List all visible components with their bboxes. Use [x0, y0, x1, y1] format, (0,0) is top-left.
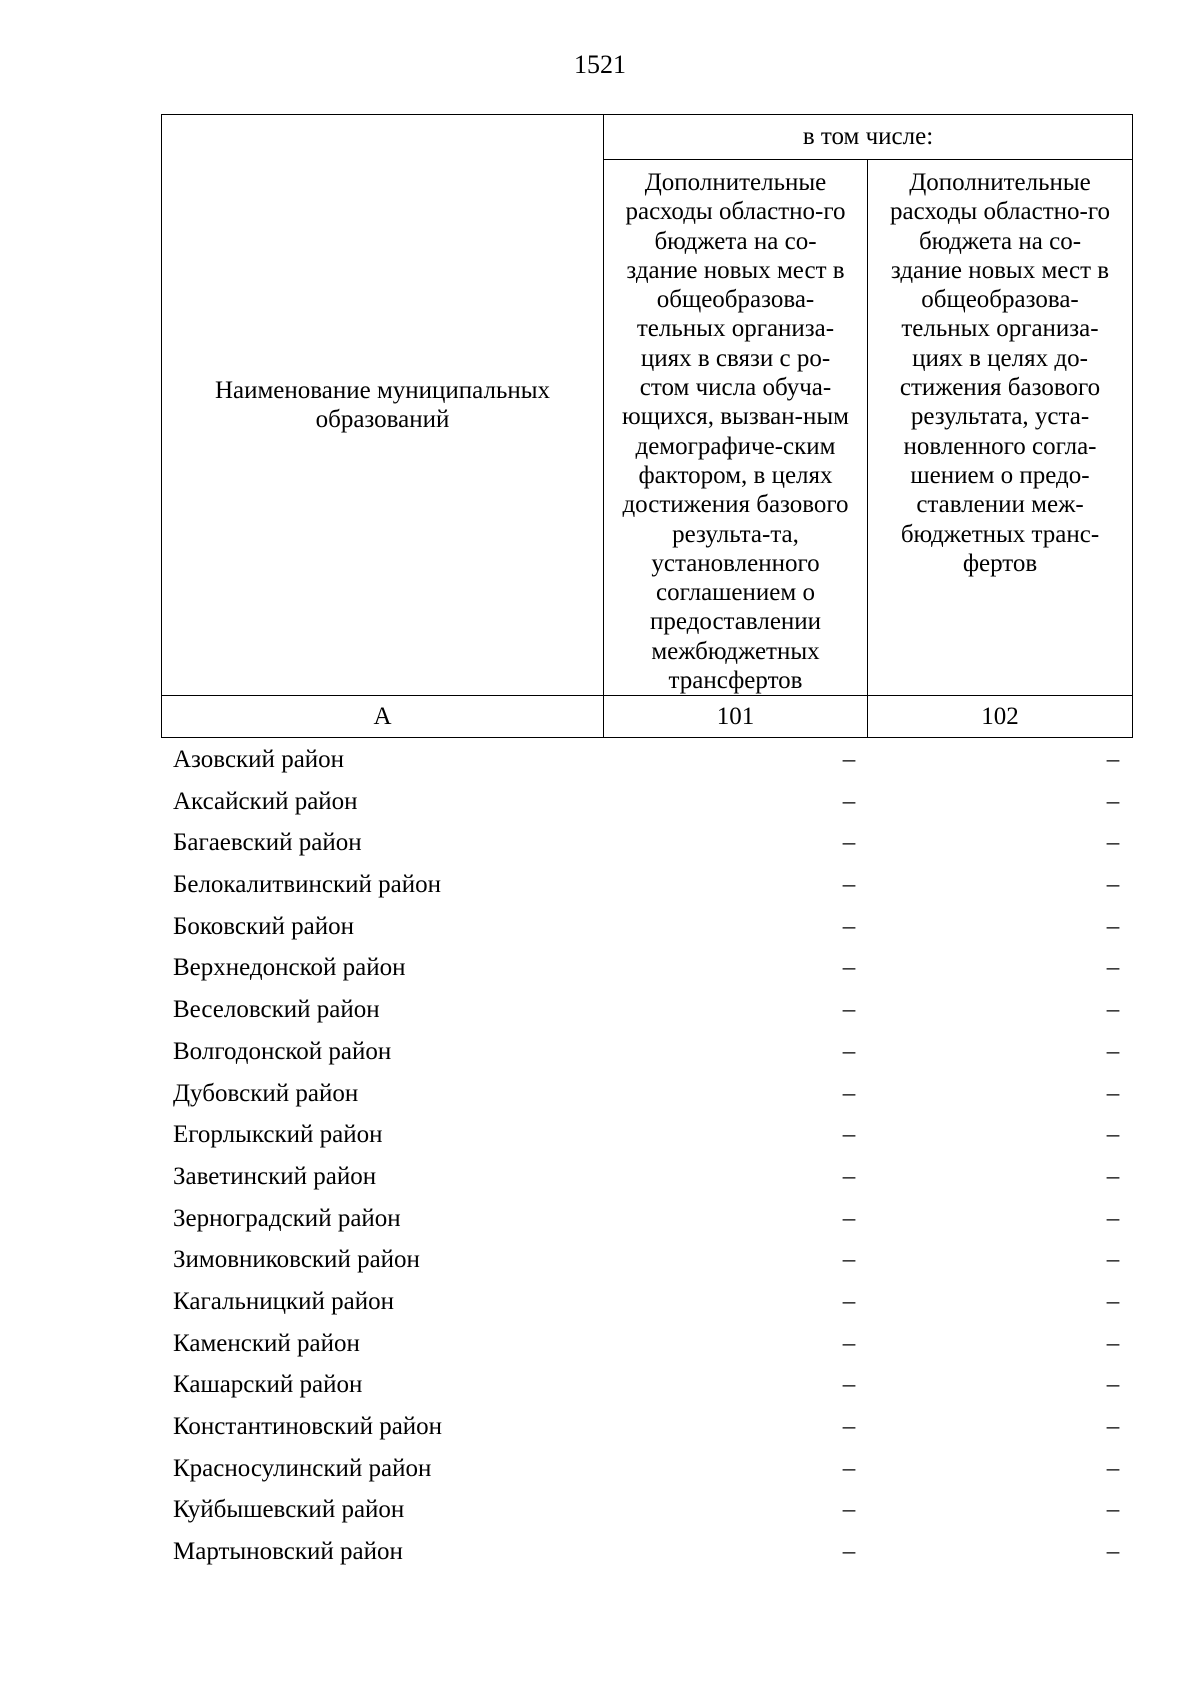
district-name: Зерноградский район: [173, 1204, 401, 1232]
district-name: Боковский район: [173, 912, 354, 940]
value-101: –: [842, 1454, 856, 1482]
value-101: –: [842, 1329, 856, 1357]
table-row: [161, 1121, 1132, 1163]
table-row: [161, 1288, 1132, 1330]
value-101: –: [842, 746, 856, 773]
value-102: –: [1106, 912, 1120, 940]
table-row: [161, 996, 1132, 1038]
value-101: –: [842, 871, 856, 899]
district-name: Волгодонской район: [173, 1037, 392, 1065]
table-row: [161, 746, 1132, 788]
district-name: Кашарский район: [173, 1371, 363, 1399]
value-101: –: [842, 1287, 856, 1315]
value-101: –: [842, 829, 856, 857]
district-name: Багаевский район: [173, 829, 362, 857]
value-101: –: [842, 954, 856, 982]
table-row: [161, 788, 1132, 830]
district-name: Белокалитвинский район: [173, 871, 441, 899]
table-row: [161, 871, 1132, 913]
district-name: Дубовский район: [173, 1079, 359, 1107]
value-101: –: [842, 1204, 856, 1232]
value-102: –: [1106, 1371, 1120, 1399]
district-name: Верхнедонской район: [173, 954, 406, 982]
district-name: Азовский район: [173, 746, 345, 773]
district-name: Веселовский район: [173, 996, 380, 1024]
value-101: –: [842, 996, 856, 1024]
header-group-label: в том числе:: [604, 115, 1133, 160]
district-name: Константиновский район: [173, 1413, 443, 1440]
table-row: [161, 1246, 1132, 1288]
value-101: –: [842, 787, 856, 815]
value-102: –: [1106, 746, 1120, 773]
header-num-101: 101: [604, 696, 868, 738]
value-101: –: [842, 1371, 856, 1399]
table-row: [161, 1413, 1132, 1455]
value-102: –: [1106, 1204, 1120, 1232]
value-102: –: [1106, 1079, 1120, 1107]
district-name: Аксайский район: [173, 787, 358, 815]
value-101: –: [842, 1538, 856, 1566]
table-row: [161, 1205, 1132, 1247]
value-102: –: [1106, 871, 1120, 899]
table-row: [161, 1455, 1132, 1497]
header-col-102-title: Дополнительные расходы областно-го бюджета на со-здание новых мест в общеобразова-тельных организа-циях в целях до-стижения базового результата, уста-новленного согла-шением о предо-ставлении меж-бюджетных транс-фертов: [868, 160, 1133, 696]
header-letter-a: А: [162, 696, 604, 738]
value-102: –: [1106, 1287, 1120, 1315]
table-row: [161, 1538, 1132, 1580]
district-name: Заветинский район: [173, 1162, 377, 1190]
table-row: [161, 1038, 1132, 1080]
value-101: –: [842, 912, 856, 940]
district-name: Зимовниковский район: [173, 1246, 420, 1274]
district-name: Каменский район: [173, 1329, 360, 1357]
table-row: [161, 1496, 1132, 1538]
page-number: 1521: [574, 50, 626, 79]
value-101: –: [842, 1246, 856, 1274]
table-body: [161, 746, 1132, 1580]
table-row: [161, 829, 1132, 871]
value-102: –: [1106, 1246, 1120, 1274]
table-row: [161, 1371, 1132, 1413]
table-row: [161, 1163, 1132, 1205]
value-102: –: [1106, 829, 1120, 857]
table-row: [161, 1080, 1132, 1122]
value-102: –: [1106, 954, 1120, 982]
value-102: –: [1106, 1413, 1120, 1440]
value-102: –: [1106, 1538, 1120, 1566]
table-row: [161, 913, 1132, 955]
district-name: Куйбышевский район: [173, 1496, 405, 1524]
table-row: [161, 954, 1132, 996]
value-102: –: [1106, 787, 1120, 815]
value-102: –: [1106, 1121, 1120, 1149]
value-101: –: [842, 1162, 856, 1190]
value-101: –: [842, 1413, 856, 1440]
district-name: Кагальницкий район: [173, 1287, 395, 1315]
value-102: –: [1106, 1454, 1120, 1482]
value-101: –: [842, 1496, 856, 1524]
value-102: –: [1106, 1329, 1120, 1357]
value-101: –: [842, 1037, 856, 1065]
header-num-102: 102: [868, 696, 1133, 738]
value-102: –: [1106, 1037, 1120, 1065]
value-101: –: [842, 1121, 856, 1149]
district-name: Мартыновский район: [173, 1538, 403, 1566]
table-header: [161, 114, 1133, 738]
district-name: Красносулинский район: [173, 1454, 432, 1482]
value-102: –: [1106, 996, 1120, 1024]
header-name-column: Наименование муниципальных образований: [162, 115, 604, 696]
header-col-101-title: Дополнительные расходы областно-го бюджета на со-здание новых мест в общеобразова-тельных организа-циях в связи с ро-стом числа обуча-ющихся, вызван-ным демографиче-ским фактором, в целях достижения базового результа-та, установленного соглашением о предоставлении межбюджетных трансфертов: [604, 160, 868, 696]
value-102: –: [1106, 1162, 1120, 1190]
value-102: –: [1106, 1496, 1120, 1524]
value-101: –: [842, 1079, 856, 1107]
district-name: Егорлыкский район: [173, 1121, 383, 1149]
table-row: [161, 1330, 1132, 1372]
